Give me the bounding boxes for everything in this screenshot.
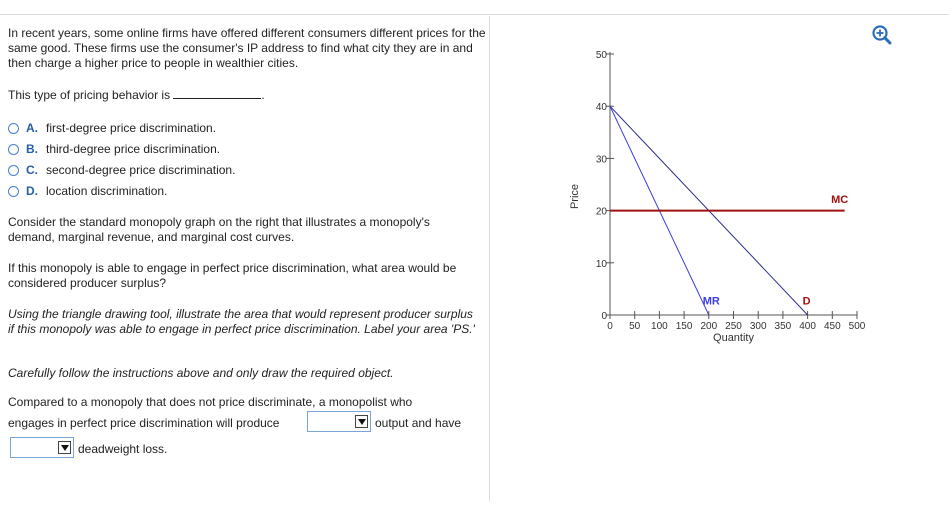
x-tick-label: 150 [675,321,693,332]
x-tick-label: 0 [607,321,613,332]
y-tick-label: 20 [595,206,607,218]
y-tick-label: 10 [595,258,607,270]
chevron-down-icon[interactable] [355,415,368,428]
option-c[interactable] [8,162,235,178]
question1-prompt: This type of pricing behavior is . [8,88,265,102]
x-axis-label: Quantity [713,332,754,344]
deadweight-select[interactable] [10,437,74,458]
radio-b[interactable] [8,144,19,155]
x-tick-label: 500 [848,321,866,332]
question3-line3-after: deadweight loss. [78,442,168,456]
x-tick-label: 300 [749,321,767,332]
question1-prompt-text: This type of pricing behavior is [8,88,171,102]
option-b-letter: B. [26,142,38,156]
x-tick-label: 50 [629,321,641,332]
curve-label-d: D [802,295,811,308]
top-border [0,14,949,15]
option-c-label: second-degree price discrimination. [46,163,236,177]
curve-label-mr: MR [702,295,720,308]
y-tick-label: 50 [595,50,607,61]
answer-blank [173,88,261,99]
x-tick-label: 250 [725,321,742,332]
radio-c[interactable] [8,165,19,176]
option-c-letter: C. [26,163,38,177]
question2-caution: Carefully follow the instructions above and only draw the required object. [8,366,394,380]
option-d-letter: D. [26,184,38,198]
radio-a[interactable] [8,123,19,134]
option-b[interactable] [8,141,220,157]
option-a-label: first-degree price discrimination. [46,121,217,135]
x-tick-label: 200 [700,321,718,332]
chevron-down-icon[interactable] [58,441,71,454]
y-tick-label: 40 [595,102,607,114]
question3-line1: Compared to a monopoly that does not price discriminate, a monopolist who [8,395,413,409]
question3-line2-after: output and have [375,416,462,430]
panel-divider [489,16,490,501]
y-tick-label: 0 [601,311,607,322]
monopoly-chart[interactable] [560,40,900,360]
radio-d[interactable] [8,186,19,197]
x-tick-label: 350 [774,321,792,332]
y-axis-label: Price [569,183,581,210]
option-b-label: third-degree price discrimination. [46,142,221,156]
x-tick-label: 400 [799,321,816,332]
curve-label-mc: MC [831,193,849,206]
y-tick-label: 30 [595,154,607,166]
option-a[interactable] [8,120,216,136]
option-d[interactable] [8,183,167,199]
question3-line2-before: engages in perfect price discrimination will produce [8,416,280,430]
option-d-label: location discrimination. [46,184,168,198]
x-tick-label: 450 [823,321,841,332]
output-select[interactable] [307,411,371,432]
option-a-letter: A. [26,121,38,135]
question1-text: In recent years, some online firms have offered different consumers different prices for the same good. These firms use the consumer's IP address to find what city they are in and then charge a higher price to people in wealthier cities. [8,26,486,70]
x-tick-label: 100 [651,321,668,332]
question2-question: If this monopoly is able to engage in perfect price discrimination, what area would be considered producer surplus? [8,261,457,290]
question2-instruction: Using the triangle drawing tool, illustrate the area that would represent producer surplus if this monopoly was able to engage in perfect price discrimination. Label your area 'PS.' [8,307,475,336]
question2-intro: Consider the standard monopoly graph on the right that illustrates a monopoly's demand, marginal revenue, and marginal cost curves. [8,215,430,244]
